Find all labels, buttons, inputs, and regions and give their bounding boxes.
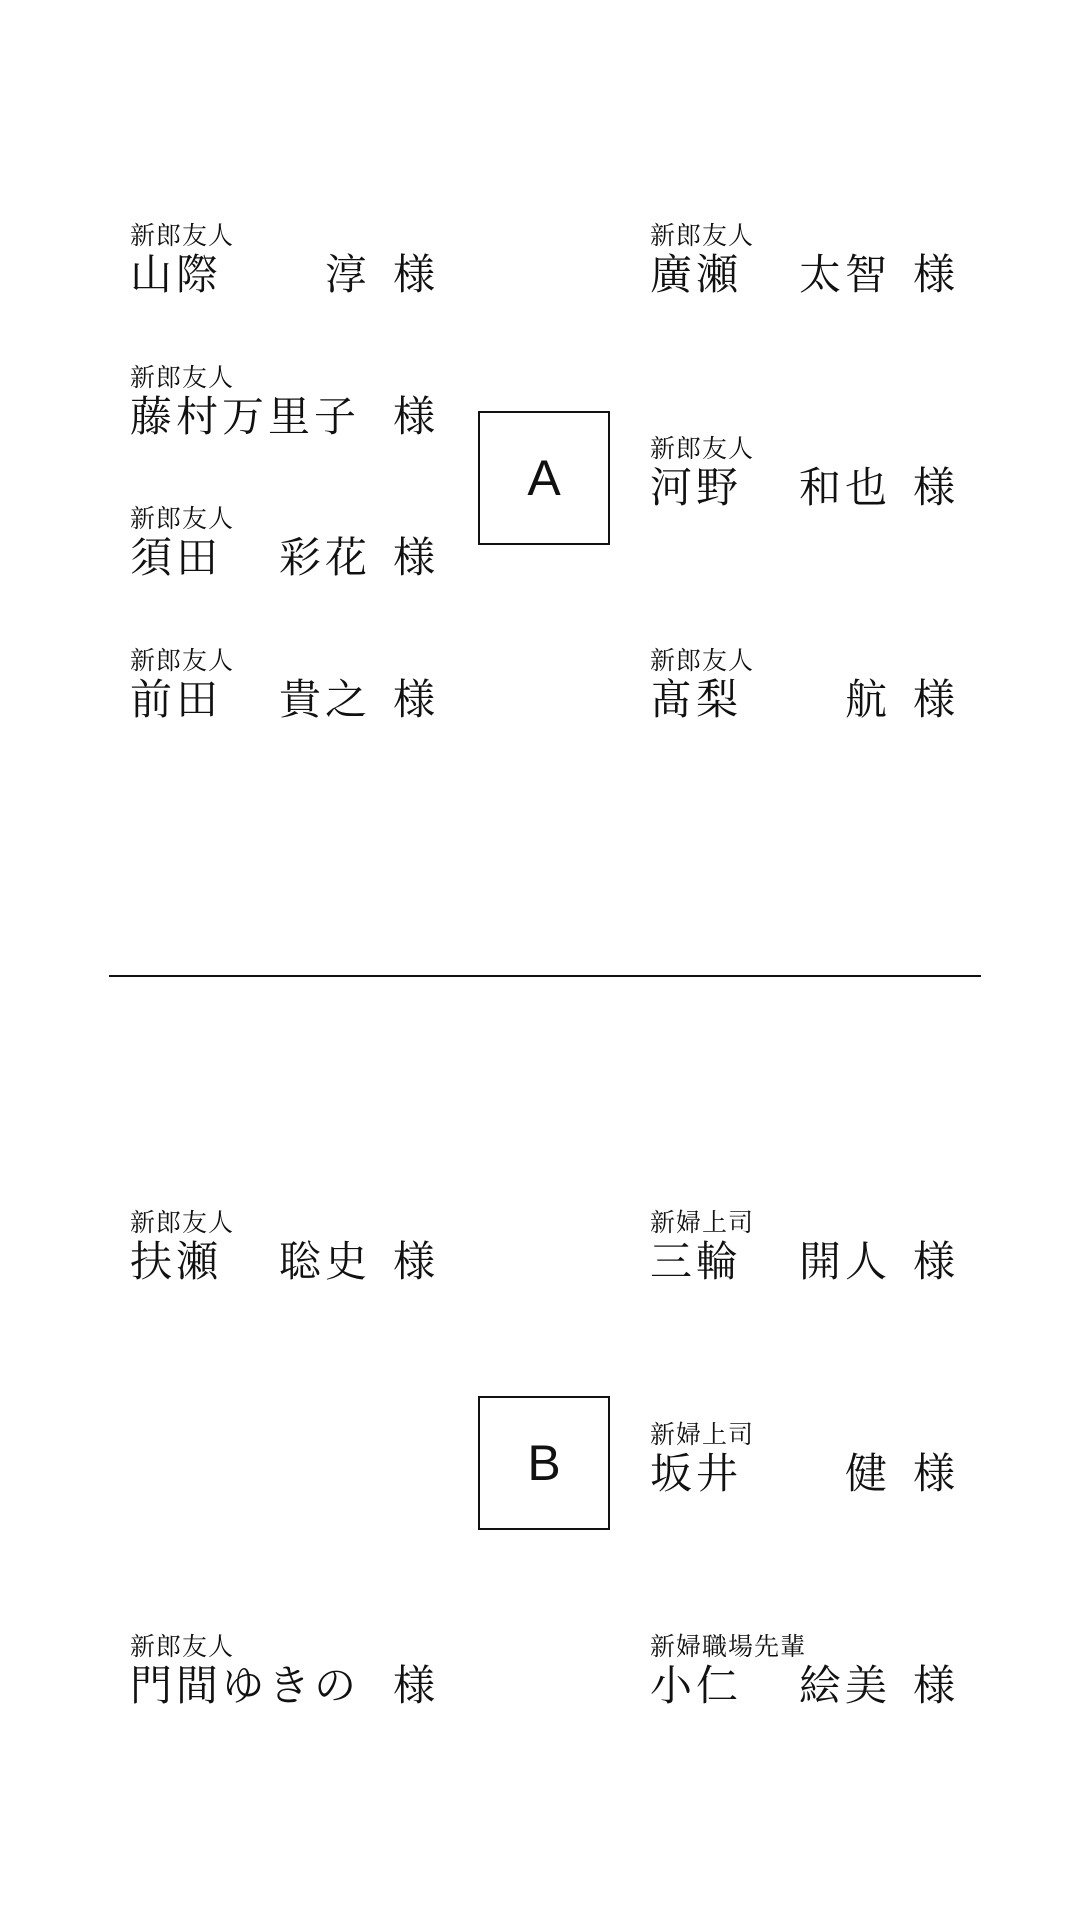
guest-given-name: 絵美 xyxy=(798,1661,891,1710)
guest-card xyxy=(650,1421,955,1499)
guest-name xyxy=(650,1661,955,1711)
guest-relation: 新郎友人 xyxy=(130,1208,235,1237)
table-label-box: B xyxy=(478,1396,610,1530)
guest-family-name: 髙梨 xyxy=(650,675,743,724)
guest-honorific: 様 xyxy=(912,1237,955,1286)
guest-family-name: 小仁 xyxy=(650,1661,743,1710)
guest-relation: 新婦職場先輩 xyxy=(650,1632,807,1661)
guest-relation: 新婦上司 xyxy=(650,1420,755,1449)
guest-card xyxy=(650,1633,955,1711)
guest-relation: 新郎友人 xyxy=(650,434,755,463)
guest-honorific: 様 xyxy=(392,533,435,582)
guest-given-name: 貴之 xyxy=(278,675,371,724)
guest-given-name: 彩花 xyxy=(278,533,371,582)
guest-relation: 新婦上司 xyxy=(650,1208,755,1237)
guest-family-name: 三輪 xyxy=(650,1237,743,1286)
guest-relation: 新郎友人 xyxy=(650,646,755,675)
section-divider xyxy=(109,975,981,977)
guest-relation: 新郎友人 xyxy=(130,504,235,533)
guest-name xyxy=(130,1237,435,1287)
guest-relation: 新郎友人 xyxy=(130,363,235,392)
guest-relation: 新郎友人 xyxy=(130,1632,235,1661)
guest-card xyxy=(130,1633,435,1711)
guest-name xyxy=(130,533,435,583)
guest-honorific: 様 xyxy=(912,463,955,512)
guest-name xyxy=(650,675,955,725)
guest-card xyxy=(650,435,955,513)
guest-card xyxy=(130,1209,435,1287)
guest-name xyxy=(650,463,955,513)
guest-given-name: 開人 xyxy=(798,1237,891,1286)
guest-family-name: 坂井 xyxy=(650,1449,743,1498)
guest-name xyxy=(130,675,435,725)
guest-given-name: 航 xyxy=(844,675,891,724)
guest-honorific: 様 xyxy=(912,1661,955,1710)
guest-name xyxy=(130,250,435,300)
table-label-box: A xyxy=(478,411,610,545)
guest-given-name: 和也 xyxy=(798,463,891,512)
guest-family-name: 門間ゆきの xyxy=(130,1661,361,1710)
guest-family-name: 山際 xyxy=(130,250,223,299)
guest-family-name: 河野 xyxy=(650,463,743,512)
guest-honorific: 様 xyxy=(392,1661,435,1710)
guest-honorific: 様 xyxy=(912,675,955,724)
guest-card xyxy=(650,1209,955,1287)
guest-honorific: 様 xyxy=(392,250,435,299)
guest-card xyxy=(130,505,435,583)
guest-card xyxy=(130,364,435,442)
guest-relation: 新郎友人 xyxy=(650,221,755,250)
guest-given-name: 健 xyxy=(844,1449,891,1498)
guest-card xyxy=(650,222,955,300)
guest-honorific: 様 xyxy=(392,1237,435,1286)
guest-relation: 新郎友人 xyxy=(130,646,235,675)
guest-given-name: 太智 xyxy=(798,250,891,299)
guest-family-name: 須田 xyxy=(130,533,223,582)
guest-name xyxy=(650,1449,955,1499)
guest-card xyxy=(130,222,435,300)
guest-honorific: 様 xyxy=(392,392,435,441)
guest-family-name: 藤村万里子 xyxy=(130,392,361,441)
guest-honorific: 様 xyxy=(392,675,435,724)
guest-family-name: 前田 xyxy=(130,675,223,724)
guest-name xyxy=(650,1237,955,1287)
guest-relation: 新郎友人 xyxy=(130,221,235,250)
guest-honorific: 様 xyxy=(912,1449,955,1498)
guest-given-name: 聡史 xyxy=(278,1237,371,1286)
guest-family-name: 廣瀬 xyxy=(650,250,743,299)
guest-given-name: 淳 xyxy=(324,250,371,299)
guest-name xyxy=(130,392,435,442)
guest-family-name: 扶瀬 xyxy=(130,1237,223,1286)
guest-card xyxy=(130,647,435,725)
guest-card xyxy=(650,647,955,725)
guest-name xyxy=(650,250,955,300)
guest-honorific: 様 xyxy=(912,250,955,299)
guest-name xyxy=(130,1661,435,1711)
